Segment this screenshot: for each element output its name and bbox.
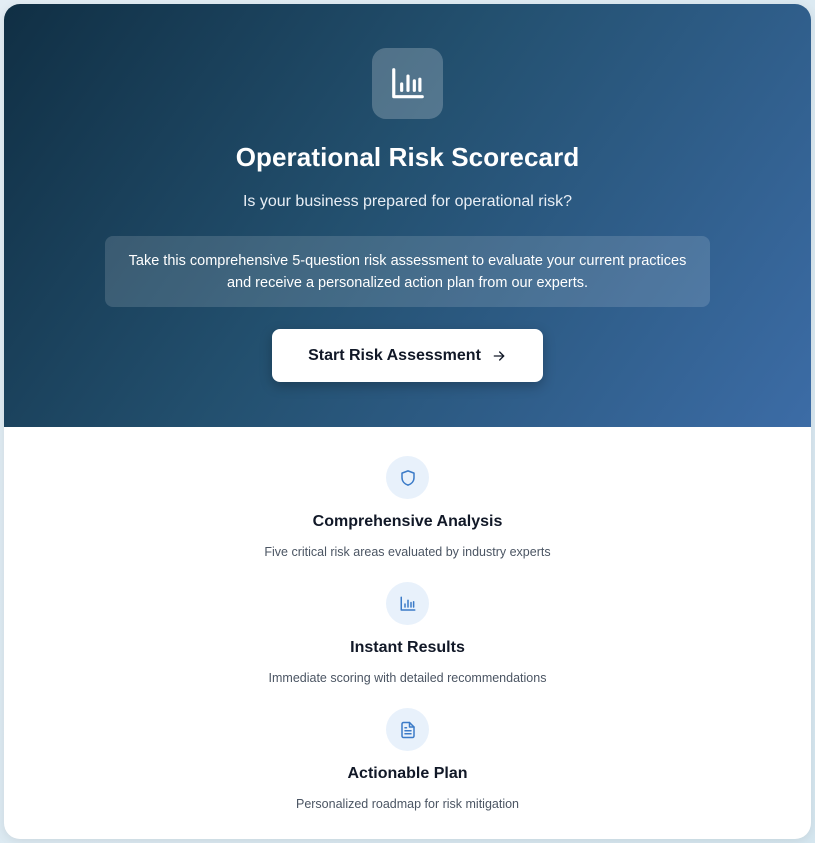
bar-chart-icon <box>386 582 429 625</box>
shield-icon <box>386 456 429 499</box>
page-subtitle: Is your business prepared for operational risk? <box>242 193 573 210</box>
feature-title: Instant Results <box>350 639 465 656</box>
scorecard-card <box>4 4 811 839</box>
hero-section <box>4 4 811 427</box>
arrow-right-icon <box>491 348 507 364</box>
document-icon <box>386 708 429 751</box>
start-assessment-label: Start Risk Assessment <box>308 346 481 364</box>
start-assessment-button[interactable] <box>272 329 543 382</box>
feature-description: Immediate scoring with detailed recommendations <box>268 671 547 685</box>
bar-chart-icon <box>372 48 443 119</box>
feature-description: Five critical risk areas evaluated by industry experts <box>264 545 551 559</box>
page-title: Operational Risk Scorecard <box>235 142 580 172</box>
feature-description: Personalized roadmap for risk mitigation <box>295 797 520 811</box>
feature-title: Actionable Plan <box>347 765 468 782</box>
feature-title: Comprehensive Analysis <box>312 513 503 530</box>
assessment-description: Take this comprehensive 5-question risk assessment to evaluate your current practices and receive a personalized action plan from our experts. <box>105 236 710 307</box>
